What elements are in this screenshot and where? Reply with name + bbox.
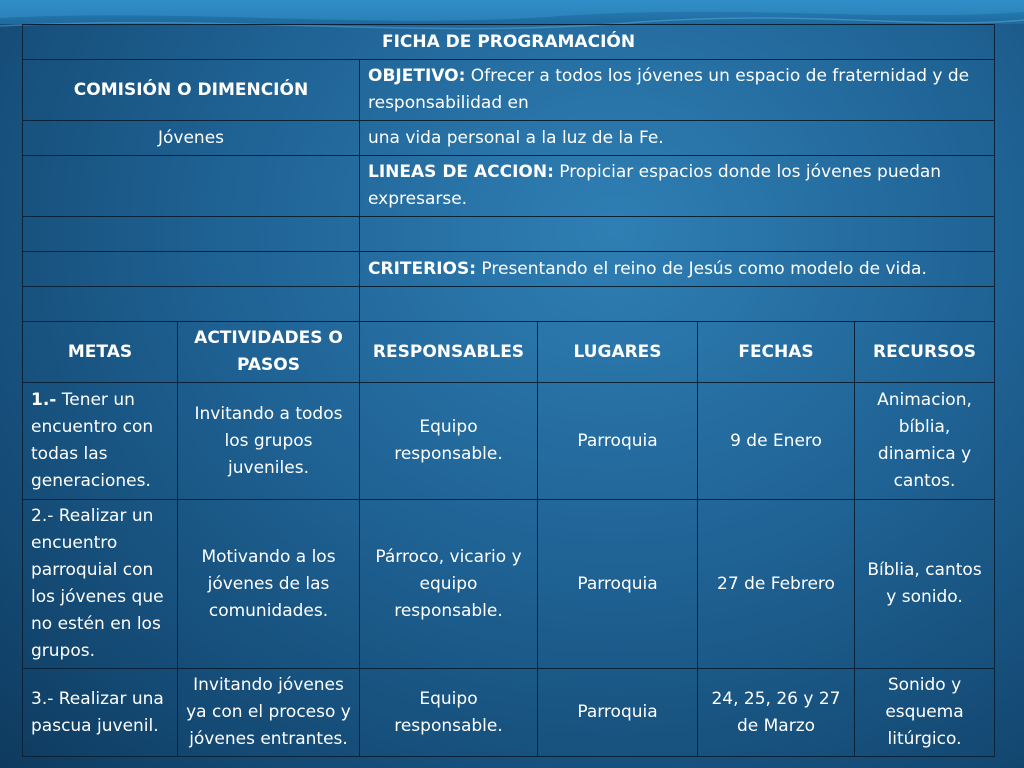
title-row [23, 25, 995, 60]
column-header-row [23, 322, 995, 383]
meta-number: 1.- [31, 390, 57, 410]
actividad-cell: Invitando jóvenes ya con el proceso y jóvenes entrantes. [178, 669, 360, 757]
col-actividades: ACTIVIDADES O PASOS [178, 322, 360, 383]
meta-text: Realizar un encuentro parroquial con los jóvenes que no estén en los grupos. [31, 506, 164, 661]
responsable-cell: Equipo responsable. [360, 669, 538, 757]
empty-cell [360, 287, 995, 322]
lugar-cell: Parroquia [538, 383, 698, 500]
criterios-cell [360, 252, 995, 287]
comision-label: COMISIÓN O DIMENCIÓN [23, 60, 360, 121]
lineas-row [23, 156, 995, 217]
meta-cell [23, 669, 178, 757]
col-fechas: FECHAS [698, 322, 855, 383]
comision-value: Jóvenes [23, 121, 360, 156]
criterios-row [23, 252, 995, 287]
empty-cell [23, 287, 360, 322]
actividad-cell: Invitando a todos los grupos juveniles. [178, 383, 360, 500]
col-responsables: RESPONSABLES [360, 322, 538, 383]
criterios-text: Presentando el reino de Jesús como modelo de vida. [476, 258, 927, 279]
recurso-cell: Bíblia, cantos y sonido. [855, 500, 995, 669]
top-band [0, 0, 1024, 24]
fecha-cell: 24, 25, 26 y 27 de Marzo [698, 669, 855, 757]
meta-number: 3.- [31, 688, 54, 709]
lugar-cell: Parroquia [538, 669, 698, 757]
objective-row [23, 60, 995, 121]
empty-cell [23, 252, 360, 287]
responsable-cell: Equipo responsable. [360, 383, 538, 500]
meta-number: 2.- [31, 506, 54, 526]
empty-row [23, 217, 995, 252]
actividad-cell: Motivando a los jóvenes de las comunidades. [178, 500, 360, 669]
table-row [23, 669, 995, 757]
responsable-cell: Párroco, vicario y equipo responsable. [360, 500, 538, 669]
empty-cell [360, 217, 995, 252]
lineas-label: LINEAS DE ACCION: [368, 162, 554, 182]
lineas-text: Propiciar espacios donde los jóvenes puedan expresarse. [368, 162, 942, 209]
criterios-label: CRITERIOS: [368, 258, 477, 279]
lugar-cell: Parroquia [538, 500, 698, 669]
programming-table [22, 24, 995, 757]
col-metas: METAS [23, 322, 178, 383]
empty-cell [23, 156, 360, 217]
empty-cell [23, 217, 360, 252]
recurso-cell: Animacion, bíblia, dinamica y cantos. [855, 383, 995, 500]
table-row [23, 500, 995, 669]
objetivo-label: OBJETIVO: [368, 66, 466, 86]
meta-text: Tener un encuentro con todas las generaciones. [31, 390, 154, 491]
comision-value-row [23, 121, 995, 156]
table-title: FICHA DE PROGRAMACIÓN [23, 25, 995, 60]
col-lugares: LUGARES [538, 322, 698, 383]
fecha-cell: 9 de Enero [698, 383, 855, 500]
lineas-cell [360, 156, 995, 217]
objetivo-continued: una vida personal a la luz de la Fe. [360, 121, 995, 156]
table-row [23, 383, 995, 500]
col-recursos: RECURSOS [855, 322, 995, 383]
meta-text: Realizar una pascua juvenil. [31, 688, 164, 736]
recurso-cell: Sonido y esquema litúrgico. [855, 669, 995, 757]
fecha-cell: 27 de Febrero [698, 500, 855, 669]
meta-cell [23, 383, 178, 500]
objetivo-text: Ofrecer a todos los jóvenes un espacio de fraternidad y de responsabilidad en [368, 66, 970, 113]
empty-row [23, 287, 995, 322]
objetivo-cell [360, 60, 995, 121]
meta-cell [23, 500, 178, 669]
